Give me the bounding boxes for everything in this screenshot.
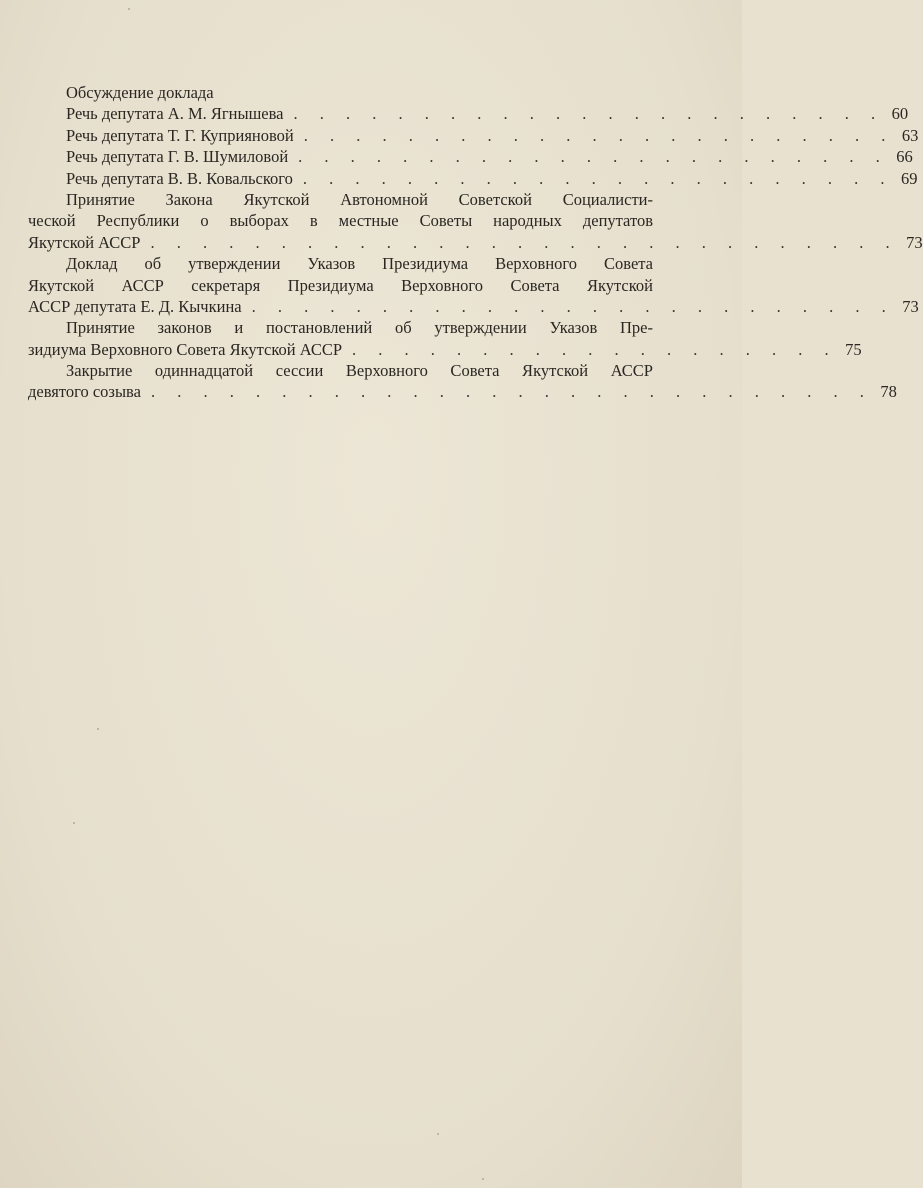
dot-leader: . . . . . . . . . . . . . . . . . . . . . . . . . . . . .: [150, 232, 899, 252]
toc-entry-shumilova: [28, 146, 913, 167]
paper-speck: [97, 728, 99, 730]
toc-laws-decrees-line1: Принятие законов и постановлений об утверждении Указов Пре-: [66, 318, 653, 338]
toc-closing-line1: Закрытие одиннадцатой сессии Верховного Совета Якутской АССР: [66, 361, 653, 381]
toc-page-number: 73: [902, 296, 919, 316]
dot-leader: . . . . . . . . . . . . . . . . . . . . . . .: [298, 147, 889, 167]
toc-report-line2: Якутской АССР секретаря Президиума Верховного Совета Якутской: [28, 275, 653, 295]
toc-report-line3: [28, 296, 919, 317]
dot-leader: . . . . . . . . . . . . . . . . . . .: [352, 339, 838, 359]
toc-page-number: 69: [901, 168, 918, 188]
dot-leader: . . . . . . . . . . . . . . . . . . . . . . . . .: [251, 296, 895, 316]
toc-entry-text: Речь депутата В. В. Ковальского: [66, 168, 293, 188]
toc-heading-discussion: Обсуждение доклада: [66, 83, 214, 102]
toc-entry-text: девятого созыва: [28, 382, 141, 402]
toc-entry-yagnyshev: [28, 103, 909, 124]
toc-law-adoption-line2: ческой Республики о выборах в местные Советы народных депутатов: [28, 211, 653, 231]
toc-report-line1: Доклад об утверждении Указов Президиума Верховного Совета: [66, 254, 653, 274]
dot-leader: . . . . . . . . . . . . . . . . . . . . . . . . . . . .: [150, 382, 873, 402]
toc-entry-kovalsky: [28, 168, 918, 189]
paper-speck: [437, 1133, 439, 1135]
toc-entry-kupriyanova: [28, 125, 919, 146]
toc-laws-decrees-line2: [28, 339, 862, 360]
dot-leader: . . . . . . . . . . . . . . . . . . . . . . .: [303, 125, 895, 145]
dot-leader: . . . . . . . . . . . . . . . . . . . . . . .: [302, 168, 894, 188]
dot-leader: . . . . . . . . . . . . . . . . . . . . . . .: [293, 104, 885, 124]
toc-law-adoption-line1: Принятие Закона Якутской Автономной Советской Социалисти-: [66, 189, 653, 209]
toc-law-adoption-line3: [28, 232, 923, 253]
toc-page-number: 75: [845, 339, 862, 359]
toc-entry-text: АССР депутата Е. Д. Кычкина: [28, 296, 242, 316]
toc-page-number: 78: [880, 382, 897, 402]
toc-entry-text: Речь депутата Т. Г. Куприяновой: [66, 125, 294, 145]
paper-speck: [128, 8, 130, 10]
toc-entry-text: Речь депутата А. М. Ягнышева: [66, 104, 284, 124]
toc-page-number: 63: [901, 125, 919, 145]
table-of-contents: [28, 82, 923, 403]
toc-entry-text: Якутской АССР: [28, 232, 141, 252]
toc-closing-line2: [28, 381, 897, 402]
paper-speck: [482, 1178, 484, 1180]
toc-page-number: 73: [906, 232, 923, 252]
toc-entry-text: Речь депутата Г. В. Шумиловой: [66, 147, 289, 167]
toc-entry-text: зидиума Верховного Совета Якутской АССР: [28, 339, 343, 359]
paper-speck: [73, 822, 75, 824]
toc-page-number: 60: [891, 104, 909, 124]
toc-page-number: 66: [896, 147, 913, 167]
